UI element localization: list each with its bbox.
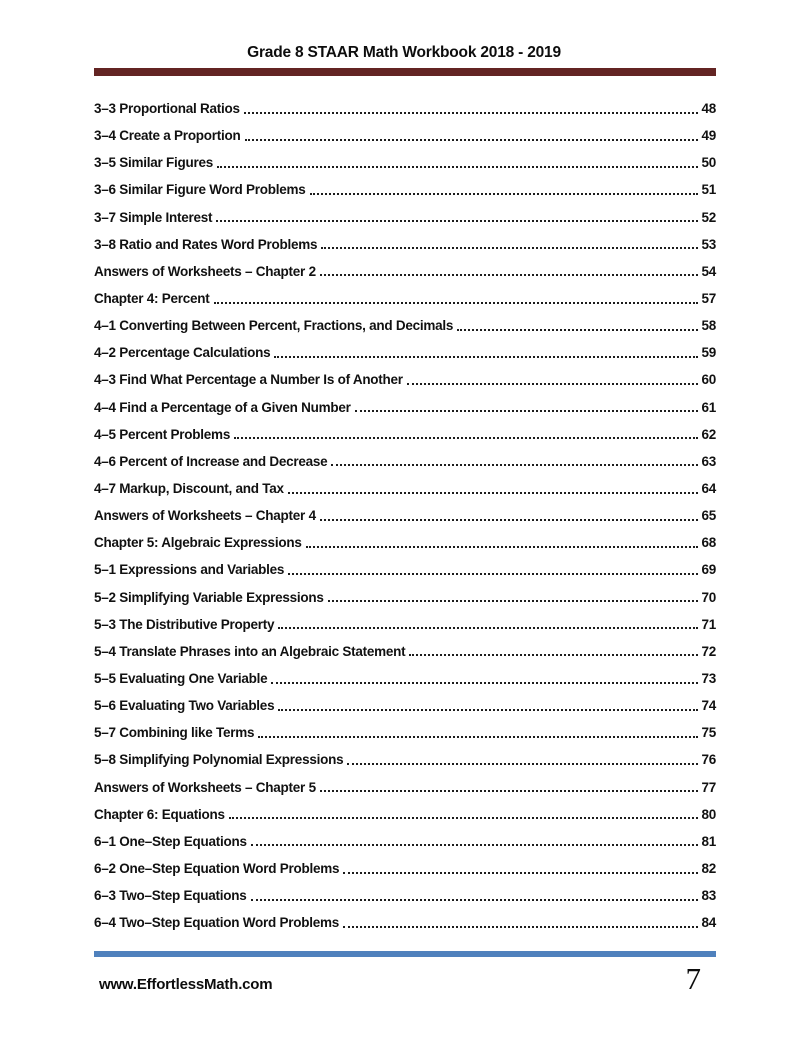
toc-entry-page: 54 xyxy=(701,263,716,279)
table-of-contents xyxy=(94,95,716,936)
toc-leader-dots xyxy=(288,573,698,575)
toc-entry-page: 58 xyxy=(701,318,716,334)
toc-entry xyxy=(94,584,716,611)
toc-entry-label: Answers of Worksheets – Chapter 4 xyxy=(94,508,316,524)
toc-entry xyxy=(94,95,716,122)
toc-entry-label: 5–3 The Distributive Property xyxy=(94,616,275,632)
toc-leader-dots xyxy=(258,736,698,738)
toc-entry xyxy=(94,746,716,773)
toc-entry xyxy=(94,502,716,529)
toc-leader-dots xyxy=(306,546,699,548)
toc-entry-label: 5–5 Evaluating One Variable xyxy=(94,671,268,687)
toc-leader-dots xyxy=(214,302,699,304)
toc-entry-page: 49 xyxy=(701,128,716,144)
toc-entry xyxy=(94,339,716,366)
toc-entry-label: 5–1 Expressions and Variables xyxy=(94,562,285,578)
toc-entry-page: 53 xyxy=(701,236,716,252)
toc-entry xyxy=(94,529,716,556)
footer-rule xyxy=(94,951,716,957)
toc-entry xyxy=(94,285,716,312)
toc-entry xyxy=(94,312,716,339)
toc-entry-page: 60 xyxy=(701,372,716,388)
header-title: Grade 8 STAAR Math Workbook 2018 - 2019 xyxy=(247,44,561,61)
toc-entry-page: 76 xyxy=(701,752,716,768)
toc-entry xyxy=(94,448,716,475)
toc-leader-dots xyxy=(244,112,699,114)
toc-entry xyxy=(94,855,716,882)
page-number: 7 xyxy=(685,961,701,996)
toc-leader-dots xyxy=(457,329,698,331)
toc-entry-page: 69 xyxy=(701,562,716,578)
toc-entry-page: 50 xyxy=(701,155,716,171)
toc-leader-dots xyxy=(331,464,698,466)
toc-entry xyxy=(94,611,716,638)
toc-entry xyxy=(94,828,716,855)
toc-entry-page: 61 xyxy=(701,399,716,415)
toc-leader-dots xyxy=(343,926,698,928)
toc-entry xyxy=(94,231,716,258)
page-header xyxy=(0,0,808,76)
toc-entry-page: 63 xyxy=(701,453,716,469)
toc-leader-dots xyxy=(229,817,699,819)
toc-leader-dots xyxy=(320,790,699,792)
toc-entry-label: Answers of Worksheets – Chapter 5 xyxy=(94,779,316,795)
toc-entry-page: 73 xyxy=(701,671,716,687)
toc-entry-page: 75 xyxy=(701,725,716,741)
toc-entry xyxy=(94,801,716,828)
toc-entry-label: 5–8 Simplifying Polynomial Expressions xyxy=(94,752,344,768)
footer-row xyxy=(94,962,716,996)
toc-entry-label: 5–7 Combining like Terms xyxy=(94,725,255,741)
toc-entry-page: 70 xyxy=(701,589,716,605)
toc-entry xyxy=(94,258,716,285)
toc-entry-label: Chapter 4: Percent xyxy=(94,291,210,307)
toc-entry-label: 6–1 One–Step Equations xyxy=(94,833,247,849)
toc-entry-page: 80 xyxy=(701,806,716,822)
toc-entry xyxy=(94,909,716,936)
toc-entry-label: 6–3 Two–Step Equations xyxy=(94,888,247,904)
toc-leader-dots xyxy=(288,492,699,494)
toc-entry-page: 71 xyxy=(701,616,716,632)
toc-leader-dots xyxy=(347,763,698,765)
toc-entry-page: 62 xyxy=(701,426,716,442)
toc-entry xyxy=(94,692,716,719)
toc-entry-page: 81 xyxy=(701,833,716,849)
toc-entry-label: 3–7 Simple Interest xyxy=(94,209,213,225)
toc-entry-page: 59 xyxy=(701,345,716,361)
toc-leader-dots xyxy=(278,709,698,711)
toc-entry-label: 4–7 Markup, Discount, and Tax xyxy=(94,481,284,497)
toc-leader-dots xyxy=(234,437,698,439)
toc-entry-page: 65 xyxy=(701,508,716,524)
toc-leader-dots xyxy=(321,247,698,249)
toc-entry-label: 4–3 Find What Percentage a Number Is of Another xyxy=(94,372,403,388)
toc-entry-page: 48 xyxy=(701,101,716,117)
toc-leader-dots xyxy=(245,139,699,141)
toc-entry-label: 3–6 Similar Figure Word Problems xyxy=(94,182,306,198)
toc-entry-page: 74 xyxy=(701,698,716,714)
toc-entry-label: 3–8 Ratio and Rates Word Problems xyxy=(94,236,318,252)
toc-entry-label: Chapter 5: Algebraic Expressions xyxy=(94,535,302,551)
toc-entry-label: 6–2 One–Step Equation Word Problems xyxy=(94,861,340,876)
toc-entry-page: 77 xyxy=(701,779,716,795)
toc-entry-label: Chapter 6: Equations xyxy=(94,806,225,822)
toc-leader-dots xyxy=(216,220,698,222)
toc-entry xyxy=(94,774,716,801)
toc-leader-dots xyxy=(274,356,698,358)
toc-entry-page: 82 xyxy=(701,861,716,876)
toc-entry-label: 6–4 Two–Step Equation Word Problems xyxy=(94,915,340,931)
toc-entry-label: 3–4 Create a Proportion xyxy=(94,128,241,144)
toc-entry xyxy=(94,122,716,149)
toc-entry xyxy=(94,638,716,665)
toc-entry-label: 4–2 Percentage Calculations xyxy=(94,345,271,361)
toc-leader-dots xyxy=(310,193,699,195)
header-rule xyxy=(94,68,716,76)
toc-entry-page: 64 xyxy=(701,481,716,497)
toc-entry xyxy=(94,149,716,176)
toc-leader-dots xyxy=(278,627,698,629)
toc-leader-dots xyxy=(407,383,699,385)
toc-leader-dots xyxy=(409,654,698,656)
toc-entry-label: 5–2 Simplifying Variable Expressions xyxy=(94,589,324,605)
toc-entry-page: 52 xyxy=(701,209,716,225)
toc-entry-page: 68 xyxy=(701,535,716,551)
page-footer xyxy=(94,951,716,996)
toc-leader-dots xyxy=(217,166,698,168)
toc-entry xyxy=(94,176,716,203)
toc-leader-dots xyxy=(320,274,699,276)
toc-entry xyxy=(94,204,716,231)
toc-entry xyxy=(94,421,716,448)
toc-entry-page: 57 xyxy=(701,291,716,307)
toc-entry-page: 84 xyxy=(701,915,716,931)
toc-entry-page: 83 xyxy=(701,888,716,904)
toc-leader-dots xyxy=(328,600,699,602)
toc-entry-label: 4–5 Percent Problems xyxy=(94,426,231,442)
toc-entry-label: 4–1 Converting Between Percent, Fractions, and Decimals xyxy=(94,318,454,334)
toc-leader-dots xyxy=(343,872,698,874)
toc-entry xyxy=(94,719,716,746)
toc-entry-label: 4–4 Find a Percentage of a Given Number xyxy=(94,399,351,415)
toc-leader-dots xyxy=(320,519,699,521)
website-link: www.EffortlessMath.com xyxy=(99,976,273,993)
toc-entry-label: 4–6 Percent of Increase and Decrease xyxy=(94,453,328,469)
toc-leader-dots xyxy=(251,899,699,901)
toc-entry-label: 3–5 Similar Figures xyxy=(94,155,214,171)
toc-entry-page: 51 xyxy=(701,182,716,198)
toc-leader-dots xyxy=(355,410,699,412)
toc-entry xyxy=(94,882,716,909)
toc-entry xyxy=(94,556,716,583)
toc-entry-label: Answers of Worksheets – Chapter 2 xyxy=(94,263,316,279)
toc-entry xyxy=(94,665,716,692)
toc-entry-page: 72 xyxy=(701,643,716,659)
toc-entry xyxy=(94,366,716,393)
toc-leader-dots xyxy=(271,682,698,684)
toc-entry-label: 3–3 Proportional Ratios xyxy=(94,101,240,117)
toc-entry xyxy=(94,394,716,421)
toc-entry-label: 5–6 Evaluating Two Variables xyxy=(94,698,275,714)
toc-leader-dots xyxy=(251,844,699,846)
toc-entry-label: 5–4 Translate Phrases into an Algebraic Statement xyxy=(94,643,406,659)
toc-entry xyxy=(94,475,716,502)
